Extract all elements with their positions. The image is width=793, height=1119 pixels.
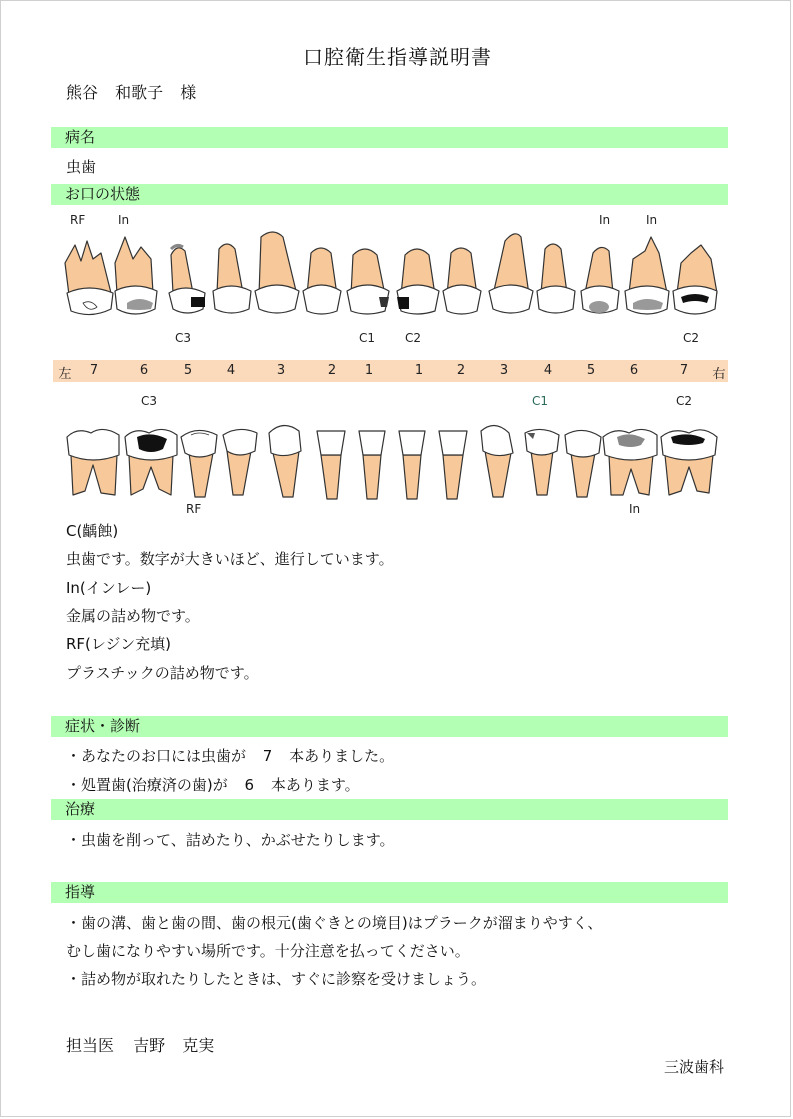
legend-in-description: 金属の詰め物です。 <box>66 607 200 625</box>
section-header-treatment: 治療 <box>51 799 728 820</box>
patient-honorific: 様 <box>180 83 197 102</box>
tooth-number-strip <box>53 360 728 382</box>
tooth-lower-right-6 <box>603 429 657 495</box>
doctor-label: 担当医 <box>66 1036 115 1055</box>
section-header-symptoms: 症状・診断 <box>51 716 728 737</box>
label-upper-c2-right: C2 <box>683 331 700 345</box>
tooth-upper-right-6 <box>625 237 669 314</box>
legend-rf-title: RF(レジン充填) <box>66 635 172 653</box>
legend-rf-description: プラスチックの詰め物です。 <box>66 664 259 682</box>
label-upper-in-right-1: In <box>599 213 611 227</box>
doctor-surname: 吉野 <box>133 1036 166 1055</box>
tooth-number: 4 <box>226 363 236 378</box>
tooth-number: 3 <box>276 363 286 378</box>
label-upper-in-right-2: In <box>646 213 658 227</box>
tooth-lower-right-3 <box>481 425 513 497</box>
tooth-upper-left-5 <box>169 245 205 313</box>
tooth-lower-right-2 <box>439 431 467 499</box>
legend-c-description: 虫歯です。数字が大きいほど、進行しています。 <box>66 550 394 568</box>
section-header-guidance: 指導 <box>51 882 728 903</box>
symptom-line-caries <box>66 745 394 766</box>
tooth-lower-right-1 <box>399 431 425 499</box>
label-lower-c1: C1 <box>532 394 549 408</box>
label-lower-c2: C2 <box>676 394 693 408</box>
tooth-number: 4 <box>543 363 553 378</box>
tooth-number: 5 <box>183 363 193 378</box>
tooth-number: 2 <box>456 363 466 378</box>
tooth-number: 7 <box>89 363 99 378</box>
patient-surname: 熊谷 <box>66 83 99 102</box>
tooth-upper-left-2 <box>303 248 341 314</box>
strip-right-label: 右 <box>712 367 726 382</box>
tooth-upper-right-4 <box>537 244 575 313</box>
document-title: 口腔衛生指導説明書 <box>303 45 492 69</box>
guidance-line-3: ・詰め物が取れたりしたときは、すぐに診察を受けましょう。 <box>66 970 487 988</box>
symptom-line-treated-prefix: ・処置歯(治療済の歯)が <box>66 776 228 794</box>
doctor-line <box>66 1033 214 1056</box>
tooth-lower-left-7 <box>67 429 119 495</box>
tooth-upper-left-4 <box>213 244 251 313</box>
guidance-line-1: ・歯の溝、歯と歯の間、歯の根元(歯ぐきとの境目)はプラークが溜まりやすく、 <box>66 914 603 932</box>
disease-value: 虫歯 <box>66 158 97 176</box>
tooth-upper-right-2 <box>443 248 481 314</box>
tooth-lower-left-6 <box>125 429 177 495</box>
symptom-line-caries-suffix: 本ありました。 <box>289 747 395 765</box>
patient-name <box>66 80 208 103</box>
symptom-line-treated-suffix: 本あります。 <box>270 776 360 794</box>
caries-count: 7 <box>262 747 273 765</box>
label-upper-c3: C3 <box>175 331 192 345</box>
treated-count: 6 <box>244 776 255 794</box>
section-header-disease: 病名 <box>51 127 728 148</box>
tooth-number: 2 <box>327 363 337 378</box>
legend-c-title: C(齲蝕) <box>66 522 119 540</box>
label-upper-in-left: In <box>118 213 130 227</box>
clinic-name: 三波歯科 <box>663 1058 724 1076</box>
tooth-lower-left-2 <box>317 431 345 499</box>
label-upper-rf: RF <box>70 213 86 227</box>
tooth-lower-left-1 <box>359 431 385 499</box>
tooth-lower-left-5 <box>181 430 217 497</box>
section-header-oral-state: お口の状態 <box>51 184 728 205</box>
legend-in-title: In(インレー) <box>66 579 152 597</box>
label-upper-c1: C1 <box>359 331 376 345</box>
label-upper-c2-left: C2 <box>405 331 422 345</box>
label-lower-in: In <box>629 502 641 516</box>
upper-teeth-chart <box>1 223 793 335</box>
label-lower-rf: RF <box>186 502 202 516</box>
doctor-given-name: 克実 <box>182 1036 215 1055</box>
tooth-number: 6 <box>139 363 149 378</box>
tooth-lower-left-4 <box>223 429 257 495</box>
treatment-line: ・虫歯を削って、詰めたり、かぶせたりします。 <box>66 831 395 849</box>
tooth-lower-right-4 <box>525 429 559 495</box>
tooth-number: 1 <box>414 363 424 378</box>
tooth-upper-right-3 <box>489 234 533 313</box>
symptom-line-treated <box>66 774 360 795</box>
tooth-number: 6 <box>629 363 639 378</box>
strip-left-label: 左 <box>58 367 72 382</box>
tooth-number: 7 <box>679 363 689 378</box>
tooth-number: 5 <box>586 363 596 378</box>
tooth-upper-right-5 <box>581 247 619 313</box>
tooth-upper-right-7 <box>673 245 717 314</box>
tooth-upper-right-1 <box>397 249 439 314</box>
label-lower-c3: C3 <box>141 394 158 408</box>
symptom-line-caries-prefix: ・あなたのお口には虫歯が <box>66 747 247 765</box>
tooth-lower-left-3 <box>269 425 301 497</box>
lower-teeth-chart <box>1 415 793 511</box>
patient-given-name: 和歌子 <box>115 83 164 102</box>
tooth-upper-left-1 <box>347 249 389 314</box>
tooth-number: 1 <box>364 363 374 378</box>
guidance-line-2: むし歯になりやすい場所です。十分注意を払ってください。 <box>66 942 470 960</box>
tooth-upper-left-7 <box>65 241 113 315</box>
tooth-number: 3 <box>499 363 509 378</box>
tooth-upper-left-6 <box>115 237 157 314</box>
tooth-upper-left-3 <box>255 232 299 313</box>
tooth-lower-right-5 <box>565 430 601 497</box>
tooth-lower-right-7 <box>661 430 717 495</box>
